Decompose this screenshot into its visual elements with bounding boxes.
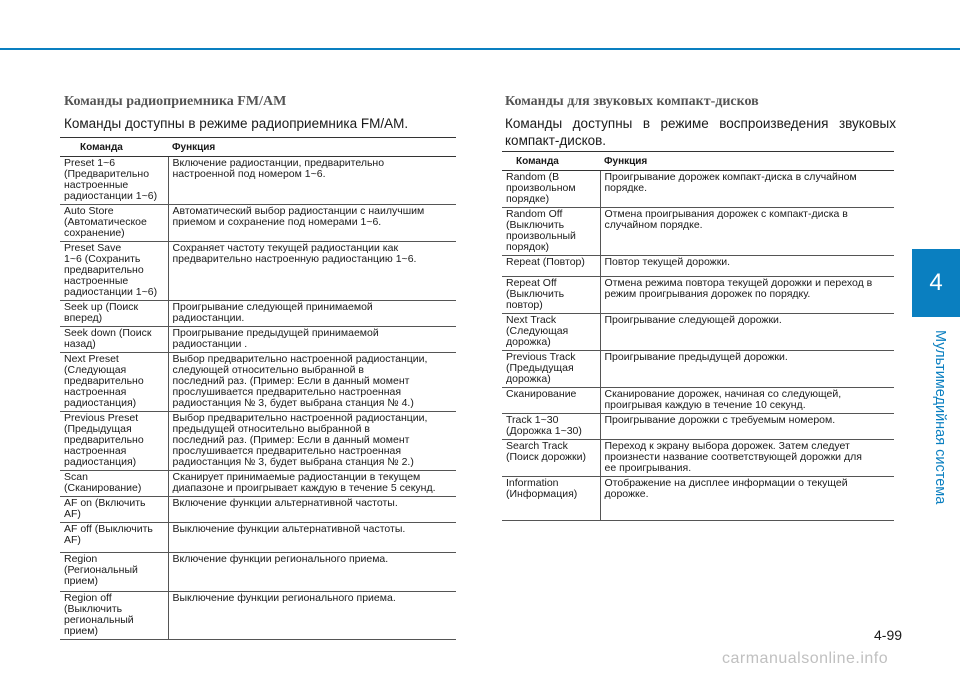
function-cell: Отмена режима повтора текущей дорожки и переход в режим проигрывания дорожек по порядку. [600,277,894,314]
function-cell: Автоматический выбор радиостанции с наилучшим приемом и сохранение под номерами 1~6. [168,205,456,242]
table-row [60,471,456,497]
command-cell: Сканирование [502,388,600,414]
function-cell: Включение функции регионального приема. [168,553,456,592]
function-cell: Включение функции альтернативной частоты. [168,497,456,523]
command-cell: AF on (Включить AF) [60,497,168,523]
table-row [60,242,456,301]
command-cell: Auto Store (Автоматическое сохранение) [60,205,168,242]
table-row [60,592,456,640]
radio-commands-body [60,157,456,640]
header-function: Функция [168,138,456,157]
table-row [502,388,894,414]
table-row [502,277,894,314]
function-cell: Выключение функции альтернативной частоты. [168,523,456,553]
table-row [502,256,894,277]
table-header-row [502,152,894,171]
table-row [60,497,456,523]
function-cell: Проигрывание предыдущей принимаемой радиостанции . [168,327,456,353]
table-row [60,553,456,592]
table-row [502,414,894,440]
left-intro: Команды доступны в режиме радиоприемника FM/AM. [64,116,409,131]
command-cell: Random (В произвольном порядке) [502,171,600,208]
function-cell: Выбор предварительно настроенной радиостанции, предыдущей относительно выбранной в последний раз. (Пример: Если в данный момент прослушивается предварительно настроенная радиостанция № 3, будет выбрана станция № 2.) [168,412,456,471]
command-cell: Search Track (Поиск дорожки) [502,440,600,477]
command-cell: Next Preset (Следующая предварительно настроенная радиостанция) [60,353,168,412]
command-cell: AF off (Выключить AF) [60,523,168,553]
top-rule [0,48,960,50]
command-cell: Next Track (Следующая дорожка) [502,314,600,351]
command-cell: Preset 1~6 (Предварительно настроенные радиостанции 1~6) [60,157,168,205]
table-row [60,353,456,412]
command-cell: Track 1~30 (Дорожка 1~30) [502,414,600,440]
table-row [60,523,456,553]
table-row [60,327,456,353]
radio-commands-table [60,137,456,640]
function-cell: Отображение на дисплее информации о текущей дорожке. [600,477,894,521]
function-cell: Проигрывание дорожек компакт-диска в случайном порядке. [600,171,894,208]
page-number: 4-99 [874,627,903,643]
table-row [502,171,894,208]
function-cell: Переход к экрану выбора дорожек. Затем следует произнести название соответствующей дорожки для ее проигрывания. [600,440,894,477]
command-cell: Region off (Выключить региональный прием) [60,592,168,640]
table-row [60,205,456,242]
function-cell: Проигрывание дорожки с требуемым номером. [600,414,894,440]
function-cell: Включение радиостанции, предварительно настроенной под номером 1~6. [168,157,456,205]
left-section-title: Команды радиоприемника FM/AM [64,94,287,109]
table-row [60,157,456,205]
watermark: carmanualsonline.info [722,650,889,667]
command-cell: Repeat Off (Выключить повтор) [502,277,600,314]
table-row [502,477,894,521]
command-cell: Previous Preset (Предыдущая предварительно настроенная радиостанция) [60,412,168,471]
command-cell: Region (Региональный прием) [60,553,168,592]
function-cell: Проигрывание следующей принимаемой радиостанции. [168,301,456,327]
chapter-tab [912,249,960,317]
right-section-title: Команды для звуковых компакт-дисков [505,94,759,109]
function-cell: Проигрывание следующей дорожки. [600,314,894,351]
header-command: Команда [502,152,600,171]
table-header-row [60,138,456,157]
cd-commands-body [502,171,894,521]
function-cell: Отмена проигрывания дорожек с компакт-диска в случайном порядке. [600,208,894,256]
function-cell: Сканирует принимаемые радиостанции в текущем диапазоне и проигрывает каждую в течение 5 секунд. [168,471,456,497]
command-cell: Previous Track (Предыдущая дорожка) [502,351,600,388]
function-cell: Сохраняет частоту текущей радиостанции как предварительно настроенную радиостанцию 1~6. [168,242,456,301]
table-row [502,314,894,351]
table-row [60,301,456,327]
right-intro [505,115,896,149]
function-cell: Проигрывание предыдущей дорожки. [600,351,894,388]
command-cell: Random Off (Выключить произвольный порядок) [502,208,600,256]
command-cell: Repeat (Повтор) [502,256,600,277]
header-function: Функция [600,152,894,171]
function-cell: Сканирование дорожек, начиная со следующей, проигрывая каждую в течение 10 секунд. [600,388,894,414]
command-cell: Preset Save 1~6 (Сохранить предварительно настроенные радиостанции 1~6) [60,242,168,301]
chapter-number: 4 [929,269,943,296]
command-cell: Seek up (Поиск вперед) [60,301,168,327]
table-row [502,351,894,388]
function-cell: Повтор текущей дорожки. [600,256,894,277]
table-row [502,440,894,477]
command-cell: Information (Информация) [502,477,600,521]
right-intro-line1: Команды доступны в режиме воспроизведения звуковых [505,116,896,131]
function-cell: Выключение функции регионального приема. [168,592,456,640]
table-row [502,208,894,256]
table-row [60,412,456,471]
command-cell: Seek down (Поиск назад) [60,327,168,353]
chapter-label: Мультимедийная система [932,330,948,505]
cd-commands-table [502,151,894,521]
function-cell: Выбор предварительно настроенной радиостанции, следующей относительно выбранной в последний раз. (Пример: Если в данный момент прослушивается предварительно настроенная радиостанция № 3, будет выбрана станция № 4.) [168,353,456,412]
header-command: Команда [60,138,168,157]
command-cell: Scan (Сканирование) [60,471,168,497]
right-intro-line2: компакт-дисков. [505,133,607,148]
